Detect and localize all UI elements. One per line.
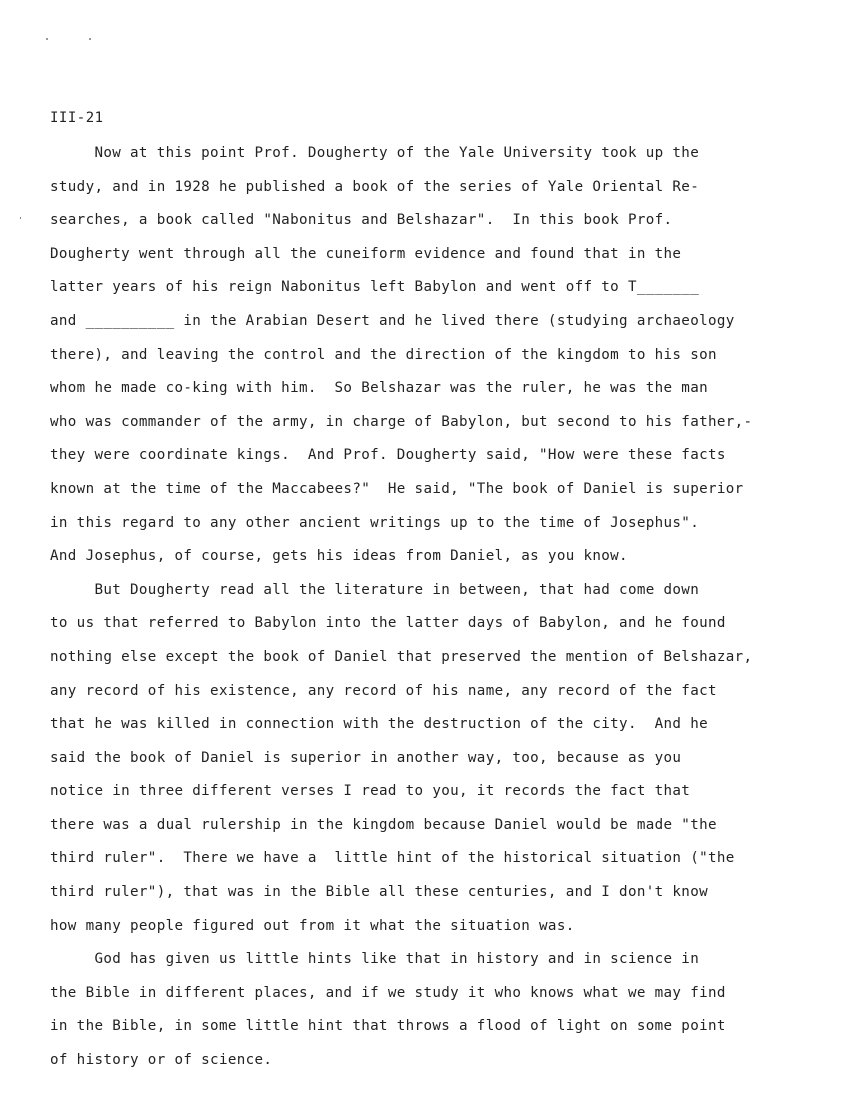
text-line: of history or of science. bbox=[50, 1052, 273, 1069]
text-line: searches, a book called "Nabonitus and Belshazar". In this book Prof. bbox=[50, 212, 673, 229]
text-line: notice in three different verses I read to you, it records the fact that bbox=[50, 783, 691, 800]
page-number: III-21 bbox=[50, 110, 104, 126]
text-line: that he was killed in connection with the destruction of the city. And he bbox=[50, 716, 708, 733]
text-line: But Dougherty read all the literature in between, that had come down bbox=[50, 581, 700, 598]
paper-speck bbox=[20, 217, 21, 219]
text-line: how many people figured out from it what the situation was. bbox=[50, 917, 575, 934]
text-line: they were coordinate kings. And Prof. Dougherty said, "How were these facts bbox=[50, 447, 726, 464]
text-line: in this regard to any other ancient writings up to the time of Josephus". bbox=[50, 514, 700, 531]
text-line: nothing else except the book of Daniel that preserved the mention of Belshazar, bbox=[50, 648, 753, 665]
text-line: the Bible in different places, and if we study it who knows what we may find bbox=[50, 984, 726, 1001]
text-line: And Josephus, of course, gets his ideas from Daniel, as you know. bbox=[50, 548, 628, 565]
text-line: to us that referred to Babylon into the latter days of Babylon, and he found bbox=[50, 615, 726, 632]
text-line: said the book of Daniel is superior in another way, too, because as you bbox=[50, 749, 682, 766]
body-text bbox=[50, 144, 850, 1085]
text-line: any record of his existence, any record of his name, any record of the fact bbox=[50, 682, 717, 699]
text-line: there was a dual rulership in the kingdom because Daniel would be made "the bbox=[50, 816, 717, 833]
text-line: whom he made co-king with him. So Belshazar was the ruler, he was the man bbox=[50, 380, 708, 397]
paper-speck bbox=[46, 38, 48, 40]
text-line: Now at this point Prof. Dougherty of the Yale University took up the bbox=[50, 145, 700, 161]
text-line: who was commander of the army, in charge of Babylon, but second to his father,- bbox=[50, 413, 753, 430]
text-line: known at the time of the Maccabees?" He said, "The book of Daniel is superior bbox=[50, 480, 744, 497]
paper-speck bbox=[89, 38, 91, 40]
text-line: third ruler"), that was in the Bible all these centuries, and I don't know bbox=[50, 884, 708, 901]
text-line: in the Bible, in some little hint that throws a flood of light on some point bbox=[50, 1018, 726, 1035]
text-line: study, and in 1928 he published a book of the series of Yale Oriental Re- bbox=[50, 178, 700, 195]
text-line: and __________ in the Arabian Desert and he lived there (studying archaeology bbox=[50, 312, 735, 329]
text-line: God has given us little hints like that in history and in science in bbox=[50, 951, 700, 968]
text-line: third ruler". There we have a little hint of the historical situation ("the bbox=[50, 850, 735, 867]
text-line: there), and leaving the control and the direction of the kingdom to his son bbox=[50, 346, 717, 363]
text-line: latter years of his reign Nabonitus left Babylon and went off to T_______ bbox=[50, 279, 700, 296]
text-line: Dougherty went through all the cuneiform evidence and found that in the bbox=[50, 245, 682, 262]
